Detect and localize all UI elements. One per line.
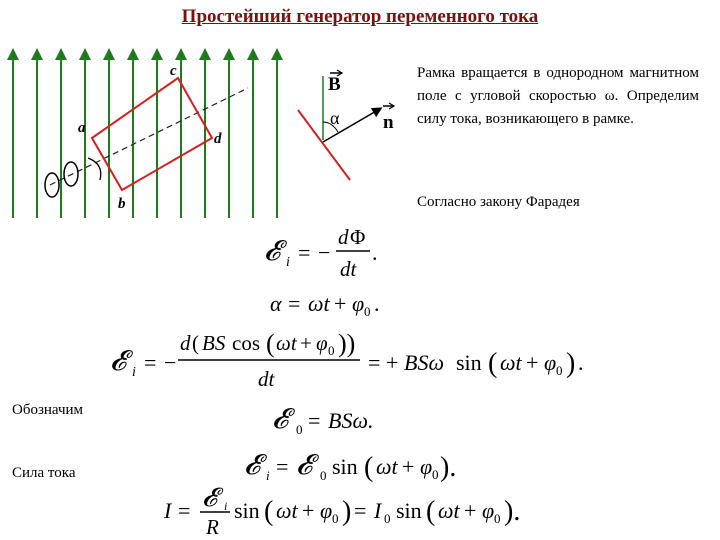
current-label: Сила тока <box>12 465 76 481</box>
svg-text:0: 0 <box>328 343 335 358</box>
field-lines <box>13 54 277 218</box>
svg-text:φ: φ <box>482 498 495 523</box>
label-b: b <box>118 196 126 212</box>
slide-title: Простейший генератор переменного тока <box>181 6 539 27</box>
formula-emf-derivation <box>108 324 598 396</box>
svg-text:φ: φ <box>352 291 365 316</box>
svg-text:Φ: Φ <box>350 225 366 249</box>
svg-text:(: ( <box>426 496 436 527</box>
svg-text:).: ). <box>440 452 457 483</box>
svg-text:0: 0 <box>384 511 391 526</box>
svg-text:0: 0 <box>494 511 501 526</box>
svg-text:φ: φ <box>320 498 333 523</box>
svg-text:0: 0 <box>296 422 303 437</box>
svg-text:𝓔: 𝓔 <box>244 450 261 481</box>
svg-text:.: . <box>374 291 380 316</box>
svg-text:α: α <box>270 291 282 316</box>
svg-text:dt: dt <box>258 367 275 391</box>
svg-text:=: = <box>144 350 157 375</box>
svg-text:ωt: ωt <box>276 498 298 523</box>
svg-text:+: + <box>334 291 347 316</box>
svg-text:𝓔: 𝓔 <box>264 236 281 267</box>
svg-text:−: − <box>318 240 331 265</box>
svg-text:+: + <box>386 350 399 375</box>
svg-text:+: + <box>464 498 477 523</box>
svg-text:i: i <box>224 499 228 513</box>
description-paragraph: Рамка вращается в однородном магнитном поле с угловой скоростью ω. Определим силу тока, возникающего в рамке. <box>417 65 699 127</box>
angle-alpha-label: α <box>330 108 340 128</box>
svg-text:d: d <box>180 331 191 355</box>
svg-text:+: + <box>402 454 415 479</box>
svg-text:+: + <box>302 498 315 523</box>
formula-emf-amplitude <box>270 400 400 442</box>
svg-text:(: ( <box>266 329 275 358</box>
denote-label: Обозначим <box>12 402 84 418</box>
svg-text:=: = <box>298 240 311 265</box>
svg-text:=: = <box>178 498 191 523</box>
label-d: d <box>214 131 222 147</box>
svg-text:).: ). <box>504 496 521 527</box>
frame-edge-line <box>298 110 350 180</box>
svg-text:ωt: ωt <box>500 350 522 375</box>
svg-text:φ: φ <box>316 331 328 355</box>
svg-text:BSω.: BSω. <box>328 408 374 433</box>
svg-text:𝓔: 𝓔 <box>296 450 313 481</box>
svg-text:i: i <box>266 468 270 483</box>
formula-emf-sine <box>242 446 462 486</box>
rotation-ring-icon <box>64 162 78 186</box>
svg-text:+: + <box>300 331 312 355</box>
svg-text:=: = <box>288 291 301 316</box>
svg-text:𝓔: 𝓔 <box>272 404 289 435</box>
rotation-ring-icon <box>45 173 59 197</box>
svg-text:=: = <box>368 350 381 375</box>
svg-text:.: . <box>578 350 584 375</box>
svg-text:ωt: ωt <box>438 498 460 523</box>
svg-text:φ: φ <box>544 350 557 375</box>
svg-text:=: = <box>354 498 367 523</box>
svg-text:i: i <box>132 365 136 380</box>
svg-text:(: ( <box>488 348 498 379</box>
svg-text:𝓔: 𝓔 <box>110 346 127 377</box>
svg-text:BS: BS <box>202 331 226 355</box>
svg-text:ωt: ωt <box>276 331 297 355</box>
svg-text:ωt: ωt <box>376 454 398 479</box>
svg-text:sin: sin <box>396 498 422 523</box>
svg-text:−: − <box>164 350 177 375</box>
svg-text:R: R <box>206 515 219 539</box>
svg-text:dt: dt <box>340 257 357 281</box>
svg-text:0: 0 <box>556 363 563 378</box>
svg-text:ωt: ωt <box>308 291 330 316</box>
svg-text:0: 0 <box>320 468 327 483</box>
svg-text:.: . <box>372 240 378 265</box>
formula-angle <box>268 287 398 321</box>
svg-text:0: 0 <box>332 511 339 526</box>
svg-text:i: i <box>286 255 290 270</box>
svg-text:): ) <box>566 348 576 379</box>
svg-text:=: = <box>308 408 321 433</box>
svg-text:sin: sin <box>234 498 260 523</box>
generator-diagram <box>0 40 300 220</box>
formula-emf-faraday <box>262 218 392 284</box>
svg-text:I: I <box>374 498 382 523</box>
formula-current <box>160 484 530 540</box>
svg-text:sin: sin <box>456 350 482 375</box>
svg-text:(: ( <box>192 331 199 355</box>
vector-n-label: n <box>383 112 394 133</box>
svg-text:): ) <box>342 496 352 527</box>
svg-text:(: ( <box>264 496 274 527</box>
svg-text:BSω: BSω <box>404 350 444 375</box>
label-a: a <box>78 120 86 136</box>
svg-text:cos: cos <box>232 331 260 355</box>
label-c: c <box>170 63 177 79</box>
svg-text:d: d <box>338 225 349 249</box>
svg-text:0: 0 <box>432 467 439 482</box>
svg-text:I: I <box>164 498 172 523</box>
faraday-law-label: Согласно закону Фарадея <box>417 194 580 210</box>
svg-text:sin: sin <box>332 454 358 479</box>
svg-text:0: 0 <box>364 304 371 319</box>
svg-text:𝓔: 𝓔 <box>202 484 217 512</box>
svg-text:=: = <box>276 454 289 479</box>
svg-text:(: ( <box>364 452 374 483</box>
svg-text:)): )) <box>338 329 356 358</box>
vector-b-label: B <box>328 74 341 95</box>
svg-text:φ: φ <box>420 454 433 479</box>
vector-diagram <box>290 60 410 190</box>
svg-text:+: + <box>526 350 539 375</box>
